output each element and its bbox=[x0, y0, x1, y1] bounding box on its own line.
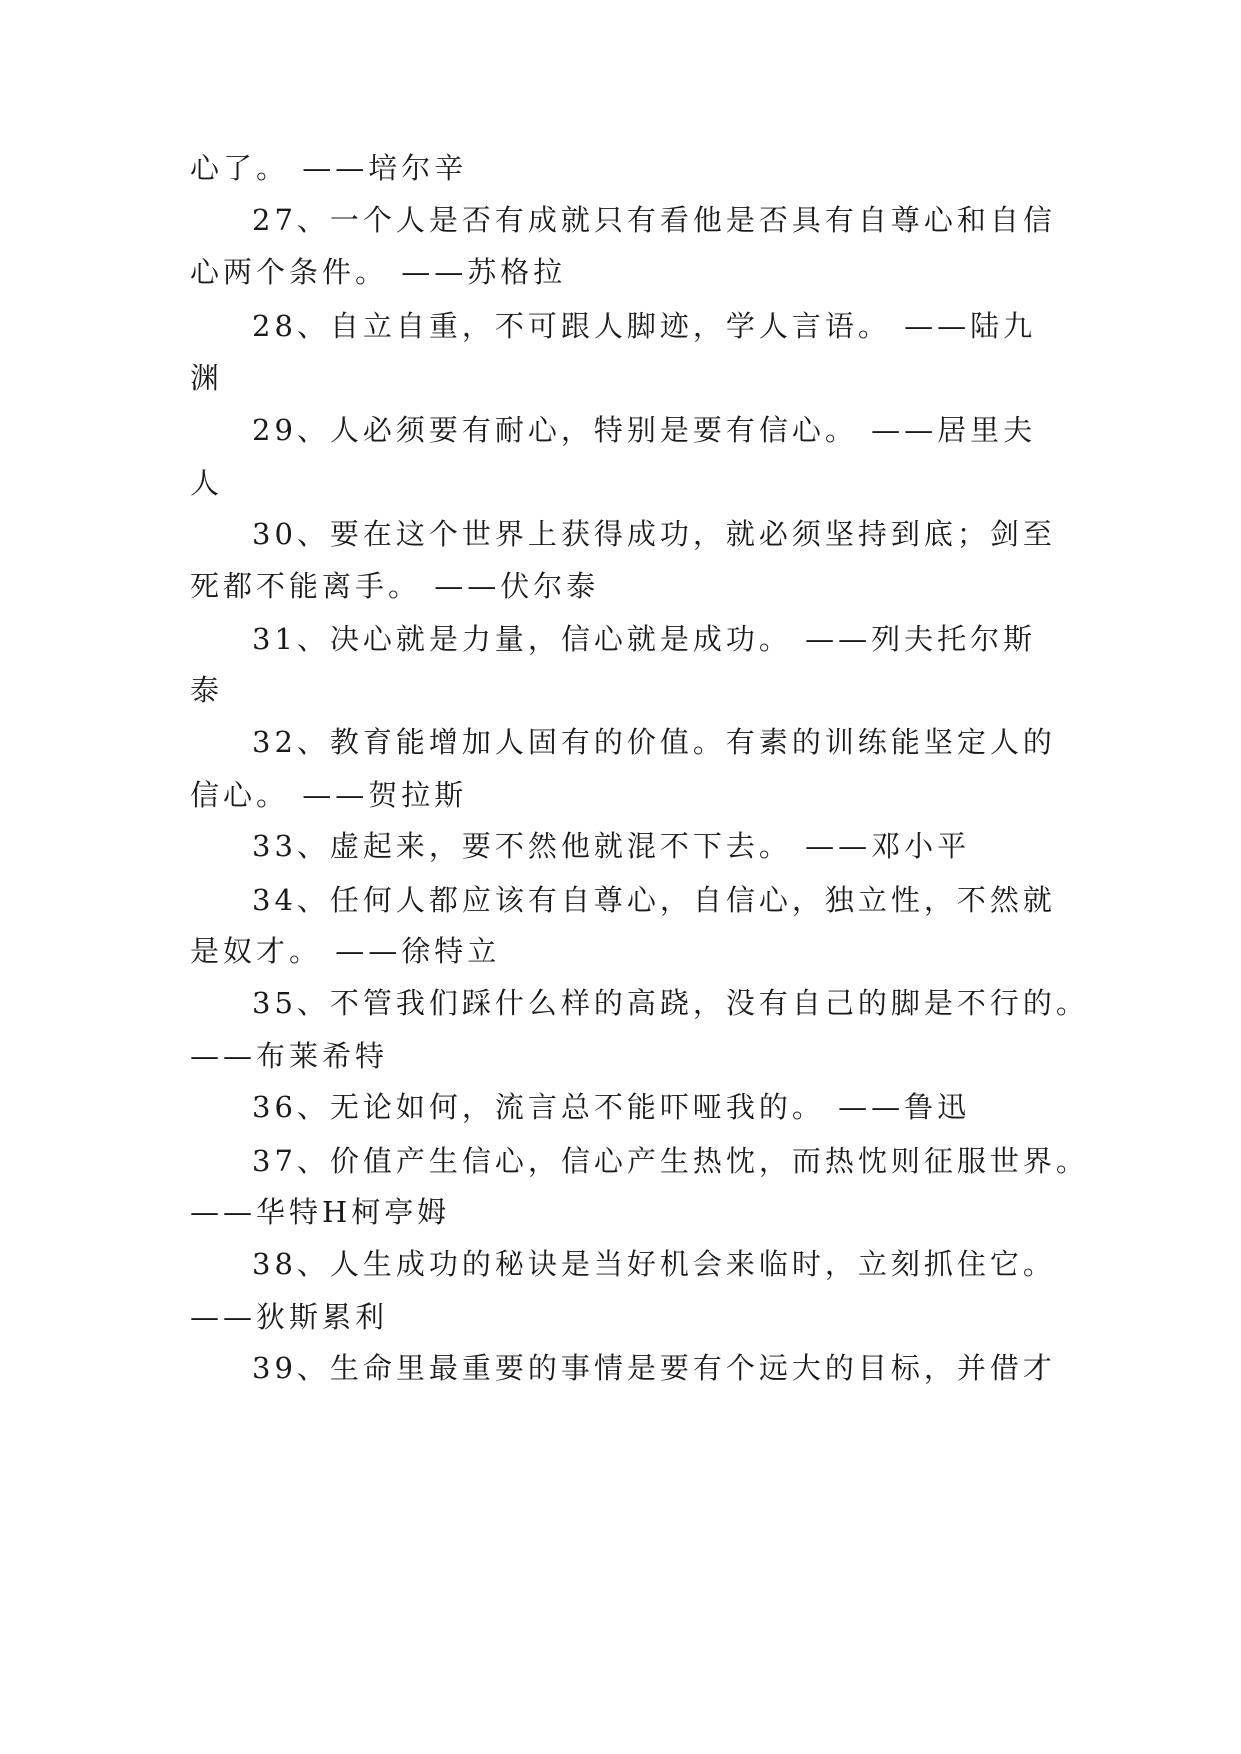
quote-28-line-1: 28、自立自重，不可跟人脚迹，学人言语。 ——陆九 bbox=[252, 309, 1037, 343]
quote-32-line-2: 信心。 ——贺拉斯 bbox=[190, 778, 468, 812]
quote-30-line-1: 30、要在这个世界上获得成功，就必须坚持到底；剑至 bbox=[252, 517, 1056, 551]
quote-38-line-1: 38、人生成功的秘诀是当好机会来临时，立刻抓住它。 bbox=[252, 1247, 1056, 1281]
quote-37-line-1: 37、价值产生信心，信心产生热忱，而热忱则征服世界。 bbox=[252, 1144, 1089, 1178]
quote-29-line-1: 29、人必须要有耐心，特别是要有信心。 ——居里夫 bbox=[252, 413, 1037, 447]
quote-31-line-2: 泰 bbox=[190, 673, 224, 707]
quote-33-line-1: 33、虚起来，要不然他就混不下去。 ——邓小平 bbox=[252, 829, 971, 863]
quote-31-line-1: 31、决心就是力量，信心就是成功。 ——列夫托尔斯 bbox=[252, 622, 1037, 656]
quote-27-line-2: 心两个条件。 ——苏格拉 bbox=[190, 255, 567, 289]
quote-38-line-2: ——狄斯累利 bbox=[190, 1300, 389, 1334]
quote-28-line-2: 渊 bbox=[190, 361, 224, 395]
quote-34-line-1: 34、任何人都应该有自尊心，自信心，独立性，不然就 bbox=[252, 883, 1056, 917]
quote-39-line-1: 39、生命里最重要的事情是要有个远大的目标，并借才 bbox=[252, 1351, 1056, 1385]
quote-35-line-2: ——布莱希特 bbox=[190, 1039, 389, 1073]
quote-37-line-2: ——华特H柯亭姆 bbox=[190, 1195, 451, 1229]
quote-36-line-1: 36、无论如何，流言总不能吓哑我的。 ——鲁迅 bbox=[252, 1090, 971, 1124]
quote-34-line-2: 是奴才。 ——徐特立 bbox=[190, 934, 501, 968]
quote-35-line-1: 35、不管我们踩什么样的高跷，没有自己的脚是不行的。 bbox=[252, 986, 1089, 1020]
quote-32-line-1: 32、教育能增加人固有的价值。有素的训练能坚定人的 bbox=[252, 725, 1056, 759]
quote-29-line-2: 人 bbox=[190, 466, 224, 500]
quote-27-line-1: 27、一个人是否有成就只有看他是否具有自尊心和自信 bbox=[252, 203, 1056, 237]
quote-30-line-2: 死都不能离手。 ——伏尔泰 bbox=[190, 569, 600, 603]
text-line-continuation: 心了。 ——培尔辛 bbox=[190, 151, 468, 185]
